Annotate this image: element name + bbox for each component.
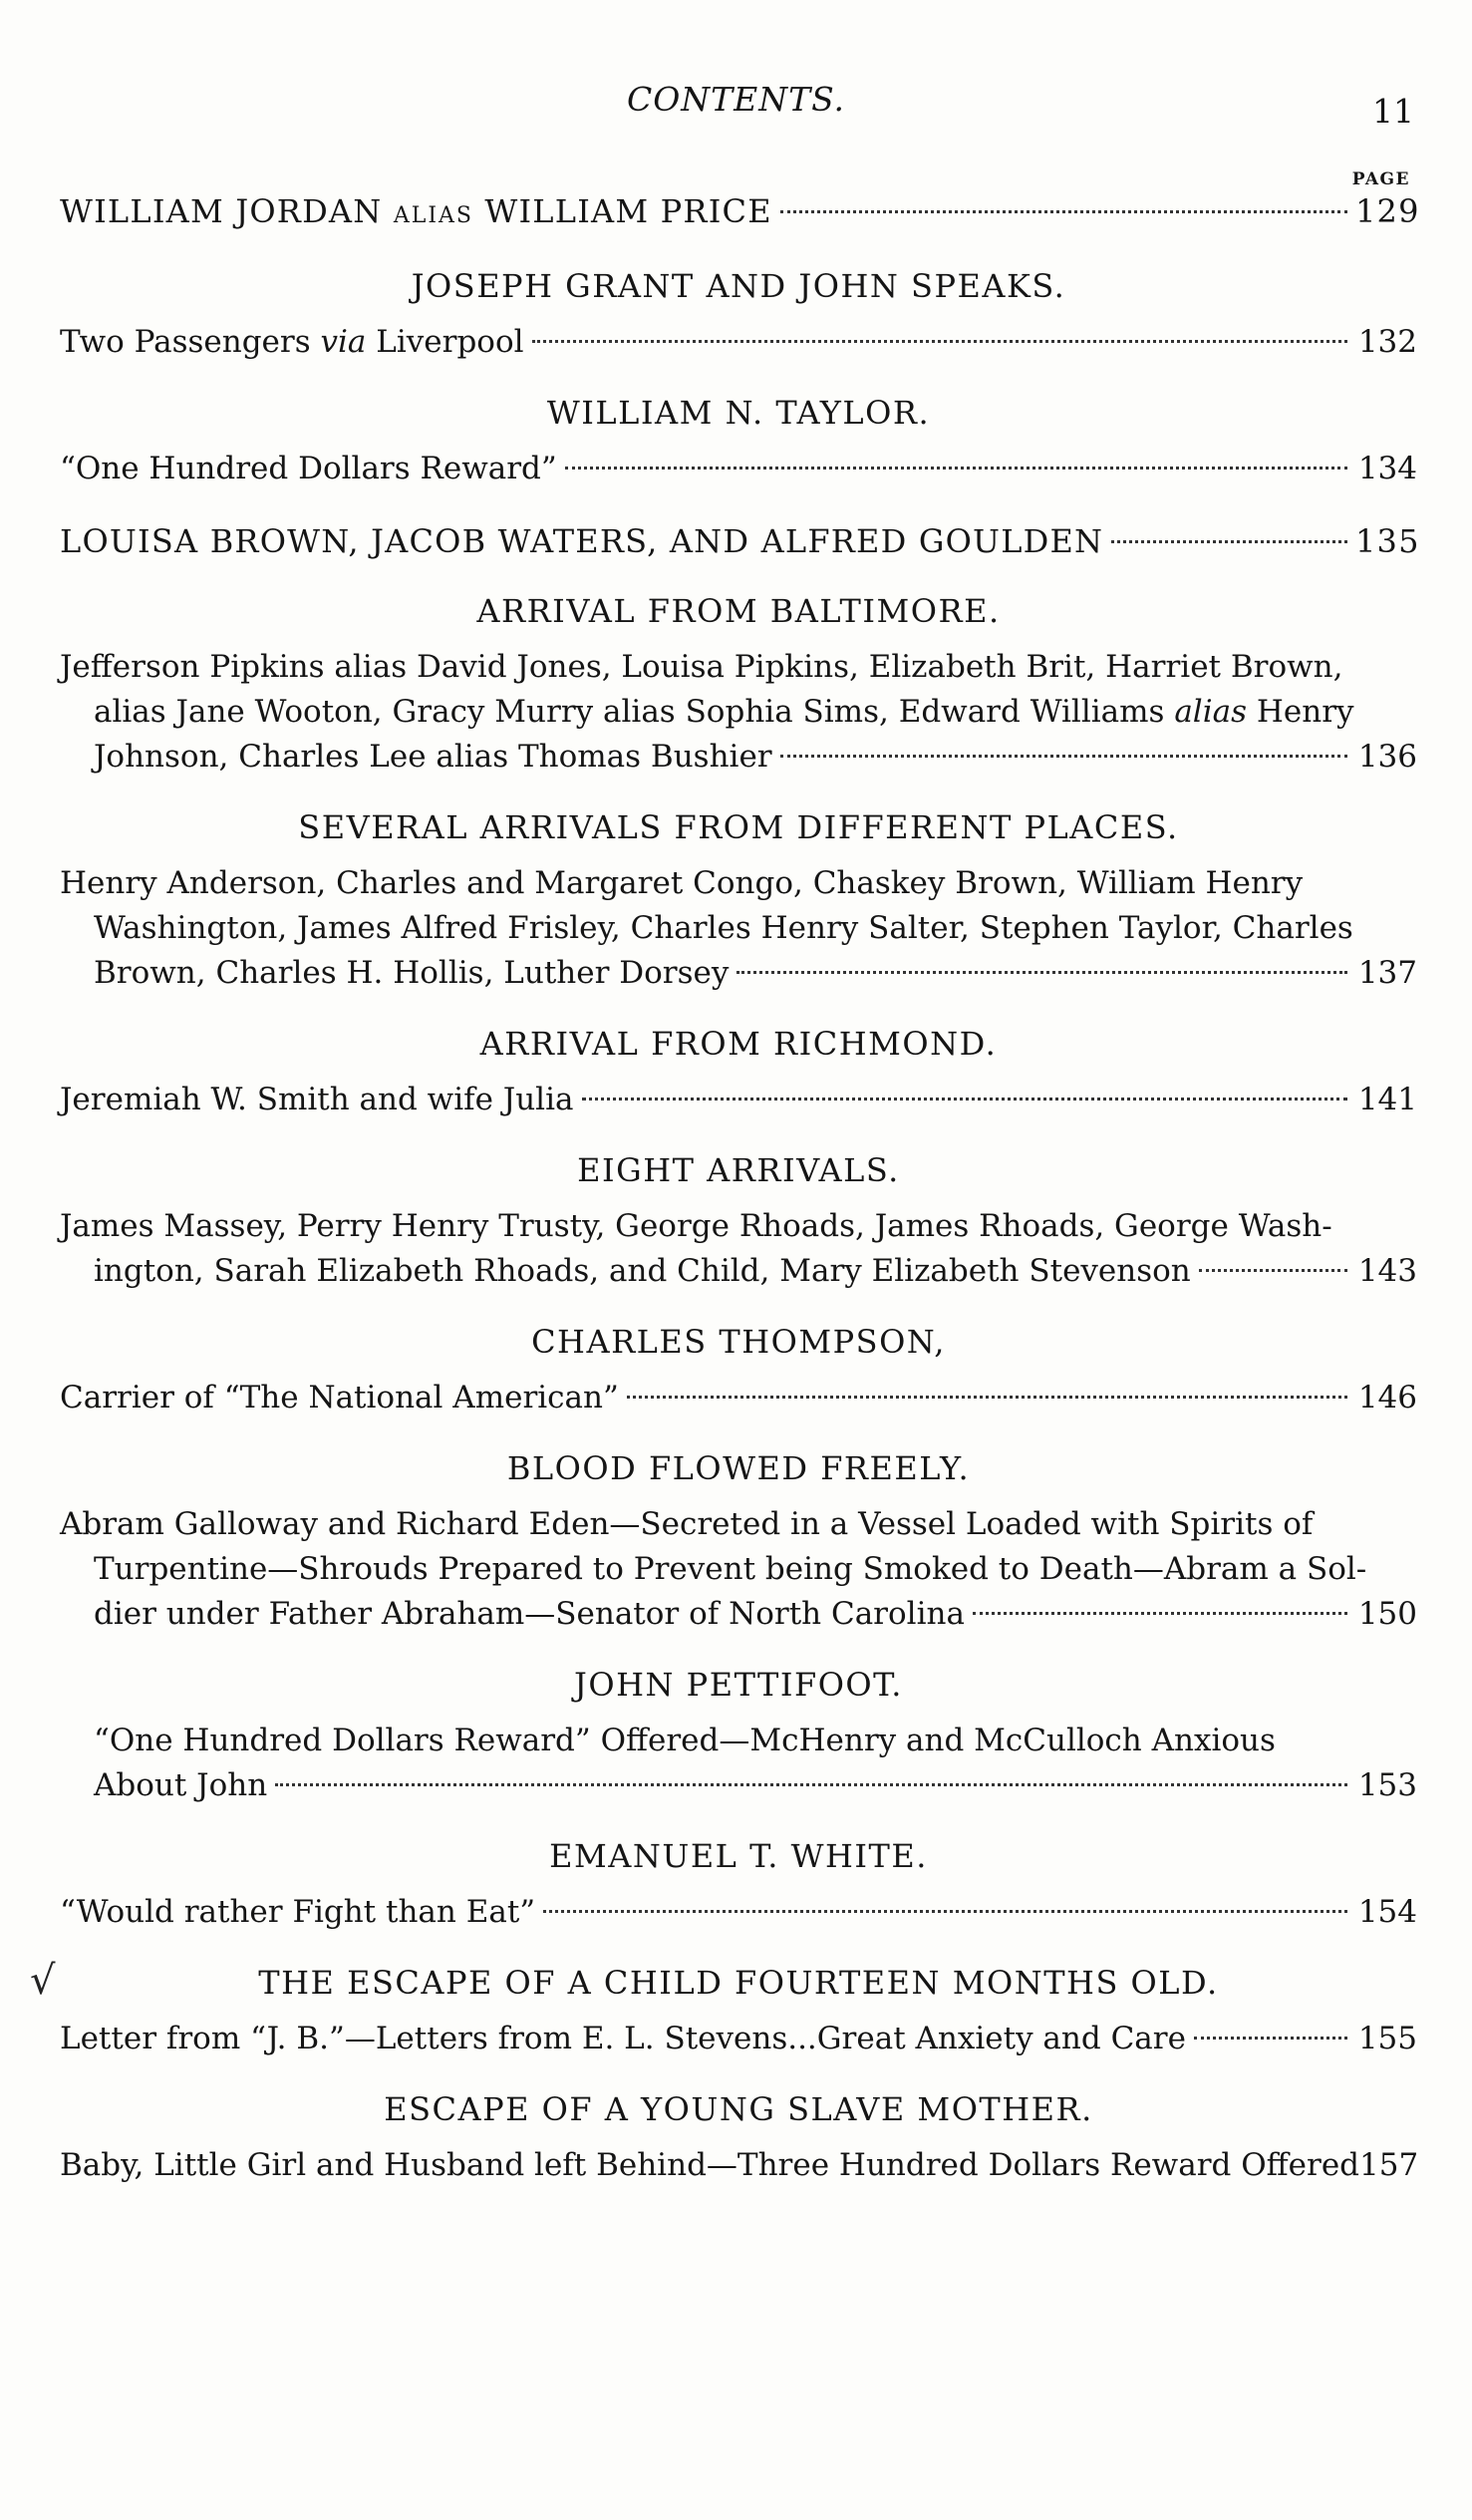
entry-page-number: 150 [1357,1596,1417,1632]
entry-text-line: Abram Galloway and Richard Eden—Secreted in a Vessel Loaded with Spirits of [60,1506,1314,1542]
entry-page-number: 132 [1357,324,1417,360]
entry-page-number: 154 [1357,1894,1417,1930]
entry-page-number: 143 [1357,1253,1417,1289]
entry-text-line: “One Hundred Dollars Reward” Offered—McHenry and McCulloch Anxious [94,1723,1276,1758]
entry-text-line: dier under Father Abraham—Senator of North Carolina [94,1596,965,1632]
entry-text-line: Henry Anderson, Charles and Margaret Congo, Chaskey Brown, William Henry [60,865,1304,901]
section-heading: ARRIVAL FROM RICHMOND. [479,1025,998,1063]
section-heading: THE ESCAPE OF A CHILD FOURTEEN MONTHS OLD. [258,1964,1219,2002]
entry-text: “Would rather Fight than Eat” [60,1894,536,1930]
section-heading: EMANUEL T. WHITE. [549,1837,928,1875]
toc-entry [60,1078,1417,1122]
dot-leader [543,1910,1347,1913]
toc-entry [60,1890,1417,1935]
entry-text: LOUISA BROWN, JACOB WATERS, AND ALFRED GOULDEN [60,522,1104,560]
toc-entry [60,1204,1417,1294]
section-heading: ARRIVAL FROM BALTIMORE. [476,592,1001,630]
entry-alias: ALIAS [393,203,473,228]
entry-text-line: Turpentine—Shrouds Prepared to Prevent being Smoked to Death—Abram a Sol- [94,1551,1367,1587]
entry-text: Jeremiah W. Smith and wife Julia [60,1082,574,1117]
toc-entry-louisa-brown [60,519,1420,563]
toc-entry [60,1376,1417,1420]
section-heading: CHARLES THOMPSON, [531,1323,946,1361]
entry-page-number: 129 [1355,192,1420,230]
toc-entry [60,1719,1417,1808]
dot-leader [736,971,1347,974]
toc-section-charles-thompson [60,1322,1417,1420]
dot-leader [565,467,1347,470]
entry-text: Letter from “J. B.”—Letters from E. L. Stevens...Great Anxiety and Care [60,2021,1186,2056]
entry-name: WILLIAM JORDAN [60,192,383,230]
toc-section-emanuel-white [60,1836,1417,1935]
section-heading: ESCAPE OF A YOUNG SLAVE MOTHER. [384,2090,1093,2128]
section-heading: JOSEPH GRANT AND JOHN SPEAKS. [411,267,1066,305]
entry-page-number: 155 [1357,2021,1417,2056]
entry-text-italic: via [320,324,367,360]
toc-entry [60,861,1417,996]
toc-section-escape-child [30,1958,1417,2061]
section-heading: JOHN PETTIFOOT. [574,1666,903,1704]
entry-text-line: Jefferson Pipkins alias David Jones, Louisa Pipkins, Elizabeth Brit, Harriet Brown, [60,649,1343,685]
table-of-contents [30,189,1420,2216]
dot-leader [1199,1269,1347,1272]
entry-page-number: 137 [1357,955,1417,991]
entry-text: Baby, Little Girl and Husband left Behind—Three Hundred Dollars Reward Offered [60,2147,1360,2183]
entry-text-line: James Massey, Perry Henry Trusty, George Rhoads, James Rhoads, George Wash- [60,1208,1332,1244]
entry-text: Two Passengers [60,324,311,360]
entry-text: Liverpool [376,324,524,360]
entry-page-number: 141 [1357,1082,1417,1117]
entry-text-line: Washington, James Alfred Frisley, Charles Henry Salter, Stephen Taylor, Charles [94,910,1353,946]
page-column-label: PAGE [1351,169,1410,189]
entry-page-number: 157 [1359,2147,1419,2183]
entry-page-number: 134 [1357,451,1417,486]
handwritten-check-mark-icon: √ [30,1958,57,2004]
entry-text-line: Brown, Charles H. Hollis, Luther Dorsey [94,955,730,991]
toc-entry-william-jordan [60,189,1420,238]
entry-page-number: 153 [1357,1767,1417,1803]
running-title: CONTENTS. [626,80,846,119]
toc-entry [60,645,1417,780]
toc-section-joseph-grant [60,266,1417,365]
toc-entry [60,2143,1417,2188]
toc-section-william-taylor [60,393,1417,491]
entry-text: “One Hundred Dollars Reward” [60,451,557,486]
toc-entry [60,320,1417,365]
dot-leader [780,755,1347,758]
toc-entry [60,447,1417,491]
entry-text-line: About John [94,1767,268,1803]
dot-leader [582,1098,1348,1101]
toc-section-several-arrivals [60,807,1417,996]
dot-leader [973,1612,1347,1615]
entry-text-line: Johnson, Charles Lee alias Thomas Bushier [94,739,772,775]
entry-text-line: ington, Sarah Elizabeth Rhoads, and Child, Mary Elizabeth Stevenson [94,1253,1191,1289]
toc-section-john-pettifoot [60,1665,1417,1808]
dot-leader [1111,540,1347,543]
entry-text-line: Henry [1256,694,1354,730]
dot-leader [532,340,1347,343]
entry-page-number: 135 [1355,522,1420,560]
toc-entry [60,2017,1417,2061]
dot-leader [780,210,1347,213]
toc-section-young-slave-mother [60,2089,1417,2188]
entry-page-number: 146 [1357,1380,1417,1416]
entry-text-italic: alias [1174,694,1248,730]
section-heading: SEVERAL ARRIVALS FROM DIFFERENT PLACES. [298,808,1179,846]
section-heading: EIGHT ARRIVALS. [577,1151,900,1189]
toc-section-blood-flowed [60,1448,1417,1637]
dot-leader [627,1396,1347,1399]
toc-section-eight-arrivals [60,1150,1417,1294]
toc-section-arrival-baltimore [60,591,1417,780]
section-heading: BLOOD FLOWED FREELY. [506,1449,971,1487]
entry-name-alias: WILLIAM PRICE [484,192,772,230]
entry-page-number: 136 [1357,739,1417,775]
dot-leader [1194,2037,1347,2040]
dot-leader [275,1783,1347,1786]
entry-text-line: alias Jane Wooton, Gracy Murry alias Sophia Sims, Edward Williams [94,694,1165,730]
toc-section-arrival-richmond [60,1024,1417,1122]
entry-text: Carrier of “The National American” [60,1380,619,1416]
toc-entry [60,1502,1417,1637]
section-heading: WILLIAM N. TAYLOR. [546,394,931,432]
page-number: 11 [1372,92,1414,131]
